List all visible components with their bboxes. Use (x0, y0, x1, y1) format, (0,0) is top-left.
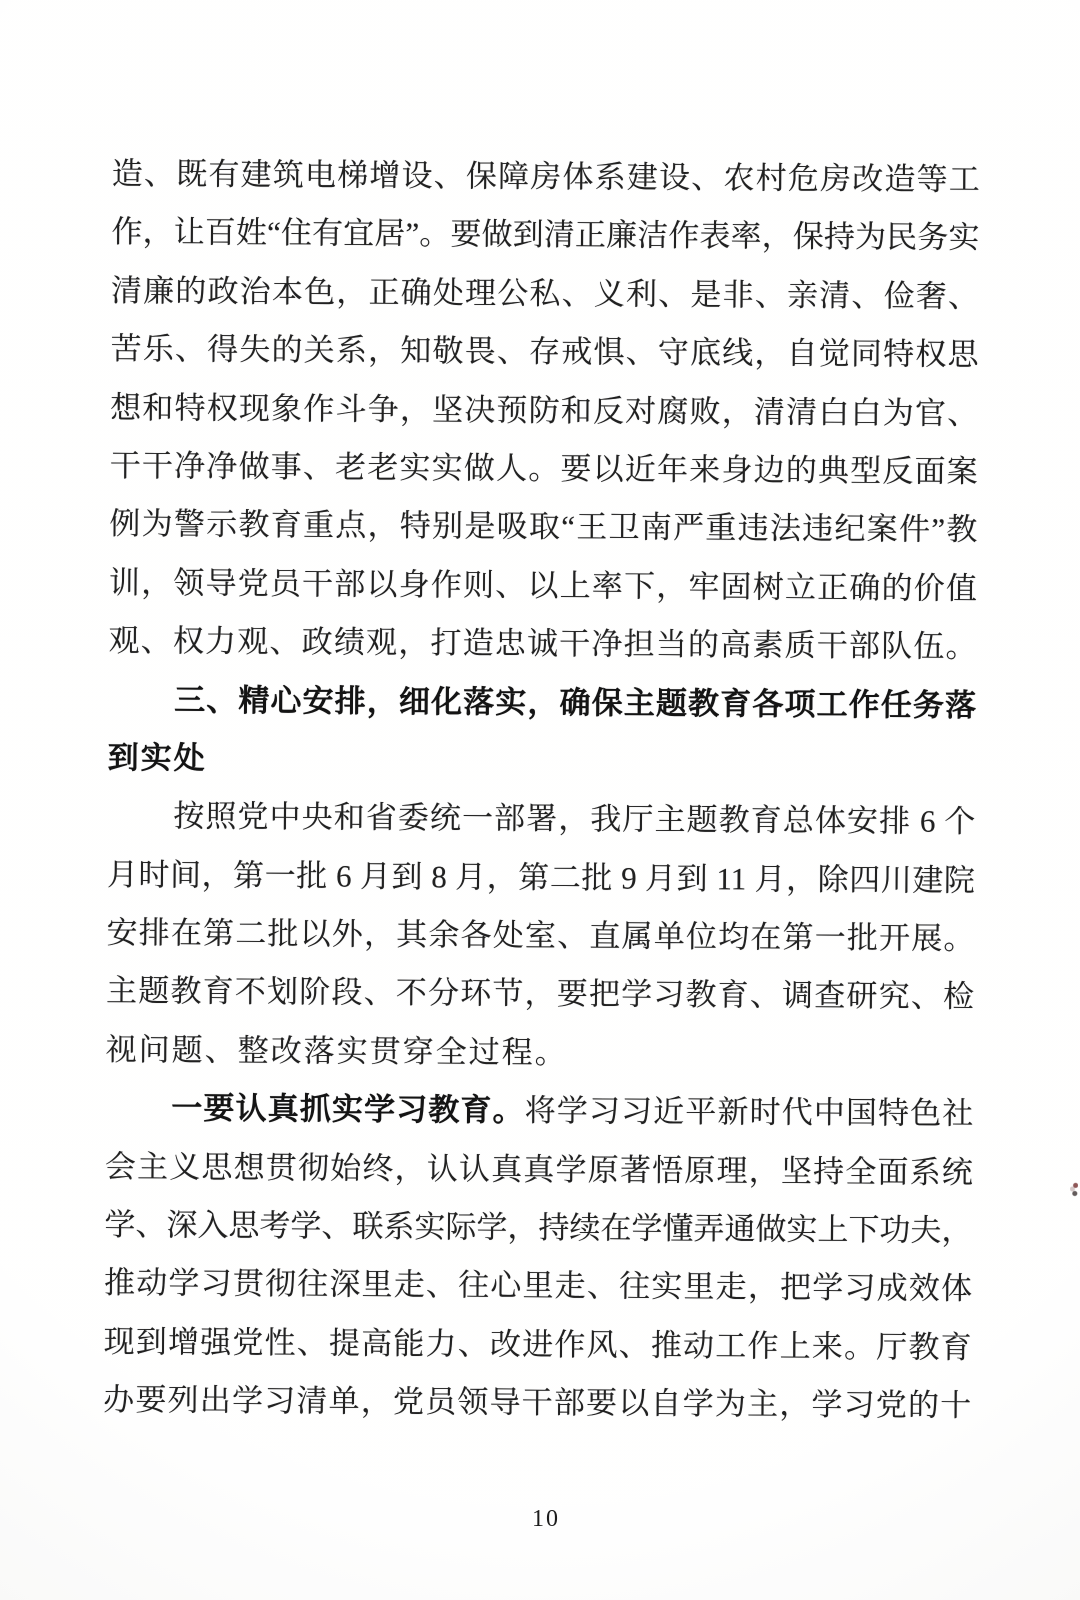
text-line: 清廉的政治本色，正确处理公私、义利、是非、亲清、俭奢、 (110, 272, 980, 314)
text-line: 例为警示教育重点，特别是吸取“王卫南严重违法违纪案件”教 (109, 506, 978, 548)
text-line: 观、权力观、政绩观，打造忠诚干净担当的高素质干部队伍。 (108, 623, 977, 665)
text-line (105, 1079, 973, 1143)
page-number: 10 (532, 1506, 560, 1532)
text-line: 干干净净做事、老老实实做人。要以近年来身边的典型反面案 (109, 447, 978, 489)
text-line: 想和特权现象作斗争，坚决预防和反对腐败，清清白白为官、 (110, 389, 979, 431)
text-line: 月时间，第一批 6 月到 8 月，第二批 9 月到 11 月，除四川建院 (106, 856, 976, 898)
text-line: 苦乐、得失的关系，知敬畏、存戒惧、守底线，自觉同特权思 (110, 331, 979, 373)
text-line: 作，让百姓“住有宜居”。要做到清正廉洁作表率，保持为民务实 (111, 214, 980, 256)
text-line: 训，领导党员干部以身作则、以上率下，牢固树立正确的价值 (108, 564, 978, 606)
text-line: 主题教育不划阶段、不分环节，要把学习教育、调查研究、检 (105, 973, 975, 1015)
text-line: 现到增强党性、提高能力、改进作风、推动工作上来。厅教育 (103, 1323, 972, 1365)
text-line: 视问题、整改落实贯穿全过程。 (105, 1031, 568, 1071)
section-heading-line-2: 到实处 (107, 739, 207, 776)
emphasis-lead-text: 一要认真抓实学习教育。 (171, 1090, 525, 1129)
text-line: 安排在第二批以外，其余各处室、直属单位均在第一批开展。 (106, 915, 975, 957)
scan-edge-artifact (1070, 1180, 1078, 1198)
text-line: 按照党中央和省委统一部署，我厅主题教育总体安排 6 个 (173, 798, 976, 840)
section-heading-line-1: 三、精心安排，细化落实，确保主题教育各项工作任务落 (174, 681, 977, 723)
document-body (103, 145, 980, 1436)
text-line: 造、既有建筑电梯增设、保障房体系建设、农村危房改造等工 (111, 155, 980, 198)
text-line-continuation: 将学习习近平新时代中国特色社 (524, 1093, 974, 1132)
text-line: 会主义思想贯彻始终，认认真真学原著悟原理，坚持全面系统 (104, 1148, 973, 1190)
text-line: 办要列出学习清单，党员领导干部要以自学为主，学习党的十 (103, 1382, 972, 1424)
text-line: 推动学习贯彻往深里走、往心里走、往实里走，把学习成效体 (103, 1265, 973, 1307)
text-line: 学、深入思考学、联系实际学，持续在学懂弄通做实上下功夫， (104, 1206, 973, 1249)
